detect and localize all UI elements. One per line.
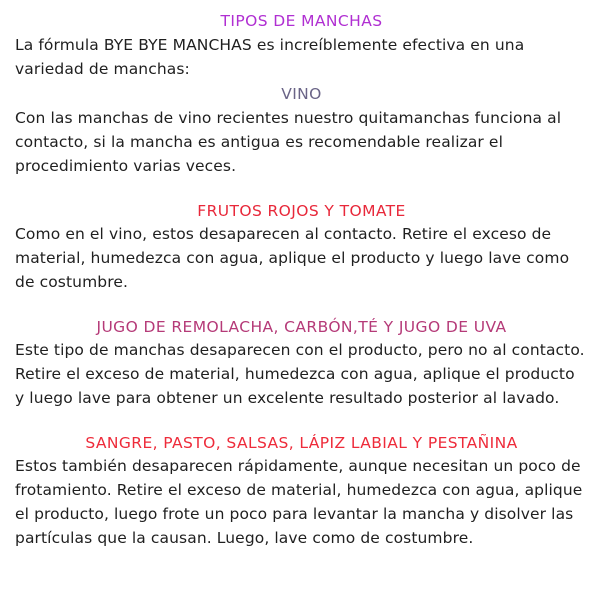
section-spacer: [15, 178, 588, 200]
section-text-vino: Con las manchas de vino recientes nuestro quitamanchas funciona al contacto, si la mancha es antigua es recomendable realizar el procedimiento varias veces.: [15, 109, 562, 175]
page-title: TIPOS DE MANCHAS: [220, 12, 383, 30]
section-text-frutos-rojos: Como en el vino, estos desaparecen al contacto. Retire el exceso de material, humedezca con agua, aplique el producto y luego lave como de costumbre.: [15, 225, 570, 291]
section-text-sangre: Estos también desaparecen rápidamente, aunque necesitan un poco de frotamiento. Retire el exceso de material, humedezca con agua, aplique el producto, luego frote un poco para levantar la mancha y disolver las partículas que la causan. Luego, lave como de costumbre.: [15, 457, 583, 547]
section-heading-frutos-rojos: FRUTOS ROJOS Y TOMATE: [197, 202, 406, 220]
section-text-jugo-remolacha: Este tipo de manchas desaparecen con el producto, pero no al contacto. Retire el exceso de material, humedezca con agua, aplique el producto y luego lave para obtener un excelente resultado posterior al lavado.: [15, 341, 585, 407]
intro-paragraph: La fórmula BYE BYE MANCHAS es increíblemente efectiva en una variedad de manchas:: [15, 36, 525, 78]
section-spacer: [15, 294, 588, 316]
section-heading-vino: VINO: [281, 85, 322, 103]
section-spacer: [15, 410, 588, 432]
section-heading-jugo-remolacha: JUGO DE REMOLACHA, CARBÓN,TÉ Y JUGO DE UVA: [96, 318, 507, 336]
section-heading-sangre: SANGRE, PASTO, SALSAS, LÁPIZ LABIAL Y PESTAÑINA: [85, 434, 518, 452]
